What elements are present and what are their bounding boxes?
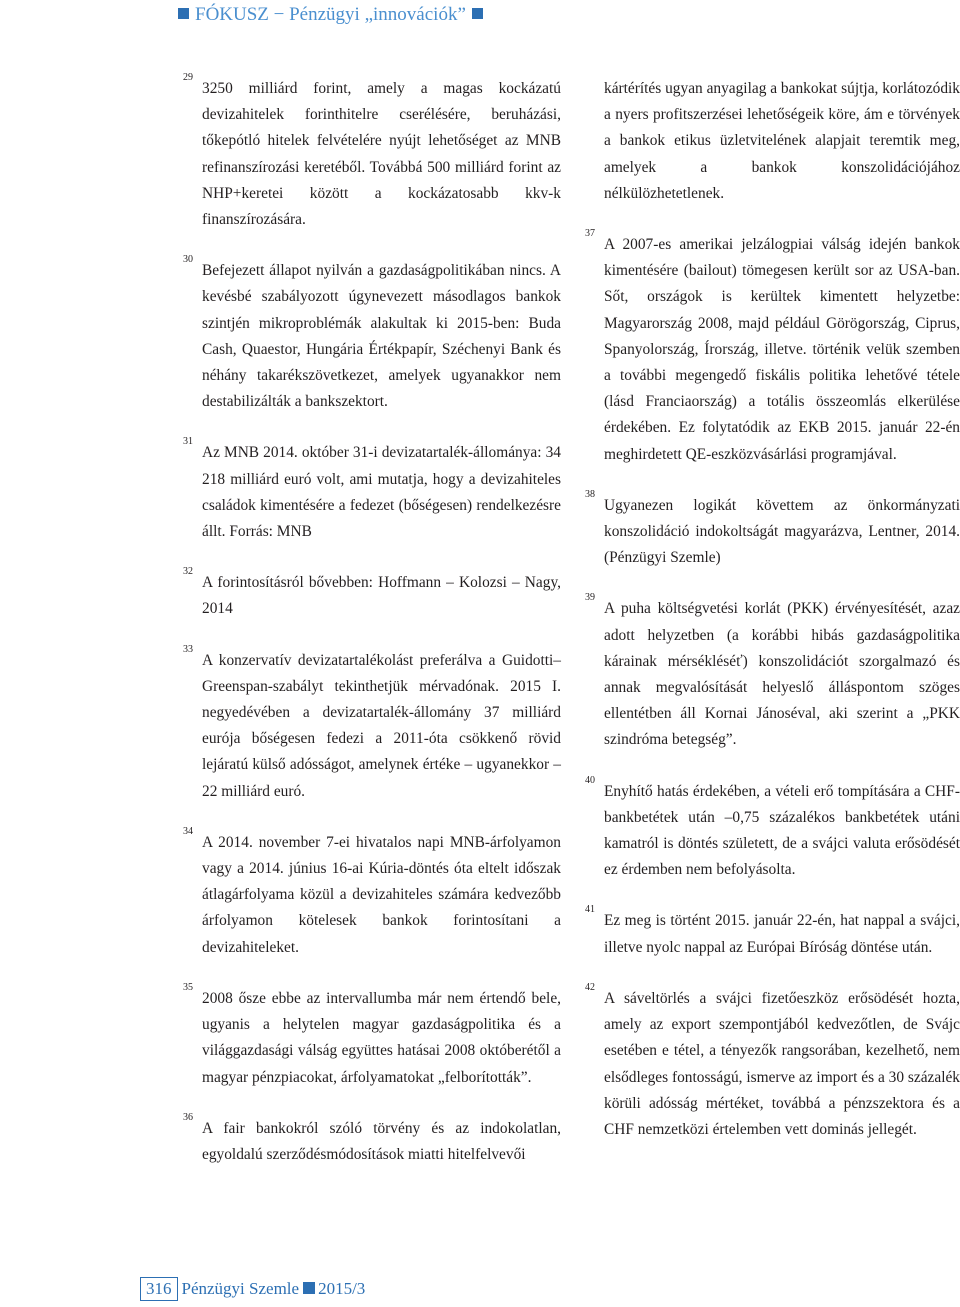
footnote-text: Enyhítő hatás érdekében, a vételi erő tompítására a CHF-bankbetétek után –0,75 százalékos bankbetétek utáni kamatról is döntés született, de a svájci valuta erősödését ez érdemben nem befolyásolta.: [604, 782, 960, 879]
square-bullet-icon: [472, 8, 483, 19]
footnote-text: A fair bankokról szóló törvény és az indokolatlan, egyoldalú szerződésmódosítások miatti hitelfelvevői: [202, 1119, 561, 1163]
footnote-number: 29: [183, 72, 193, 83]
footnote: [178, 643, 561, 805]
footnote-text: Befejezett állapot nyilván a gazdaságpolitikában nincs. A kevésbé szabályozott úgynevezett másodlagos bankok szintjén mikroproblémák alakultak ki 2015-ben: Buda Cash, Quaestor, Hungária Értékpapír, Széchenyi Bank és néhány takarékszövetkezet, amelyek ugyanakkor nem destabilizálták a bankszektort.: [202, 262, 561, 411]
footnote: [580, 981, 960, 1143]
footnote-text: A sáveltörlés a svájci fizetőeszköz erősödését hozta, amely az export szempontjából kedvezőtlen, de Svájc esetében e tétel, a tényezők rangsorában, kezelhető, nem elsődleges fontosságú, ismerve az import és a 30 százalék körüli adósság mértéket, továbbá a pénzszektora és a CHF nemzetközi értelemben vett dominás jellegét.: [604, 989, 960, 1138]
footnote-text: Az MNB 2014. október 31-i devizatartalék-állománya: 34 218 milliárd euró volt, ami mutatja, hogy a devizahiteles családok kimentésére a fedezet (bőségesen) rendelkezésre állt. Forrás: MNB: [202, 444, 561, 541]
footnote-number: 38: [585, 488, 595, 500]
footnote-text: A puha költségvetési korlát (PKK) érvényesítését, azaz adott helyzetben (a korábbi hibás gazdaságpolitika kárainak mérsékléséť) konszolidációt szorgalmazó és annak megvalósítását helyeslő álláspontom szöges ellentétben áll Kornai Jánoséval, aki szerint a „PKK szindróma betegség”.: [604, 600, 960, 749]
footnotes-right-column: [580, 76, 960, 1168]
footnote-text: A forintosításról bővebben: Hoffmann – Kolozsi – Nagy, 2014: [202, 574, 561, 618]
footnote-text: A 2007-es amerikai jelzálogpiai válság idején bankok kimentésére (bailout) tömegesen került sor az USA-ban. Sőt, országok is kerültek kimentett helyzetbe: Magyarország 2008, majd például Görögország, Ciprus, Spanyolország, Írország, illetve. történik velük szemben a további megengedő fiskális politika lehetővé tétele (lásd Franciaország) a totális összeomlás elkerülése érdekében. Ez folytatódik az EKB 2015. január 22-én meghirdetett QE-eszközvásárlási programjával.: [604, 236, 960, 463]
header-title: FÓKUSZ − Pénzügyi „innovációk”: [195, 4, 466, 25]
footnote: [580, 774, 960, 884]
footnote-text: kártérítés ugyan anyagilag a bankokat sújtja, korlátozódik a nyers profitszerzései lehetőségeik köre, ám e törvények a bankok etikus üzletvitelének alapjait teremtik meg, amelyek a bankok konszolidációjához nélkülözhetetlenek.: [604, 80, 960, 202]
square-bullet-icon: [178, 8, 189, 19]
footnote-text: Ez meg is történt 2015. január 22-én, hat nappal a svájci, illetve nyolc nappal az Európai Bíróság döntése után.: [604, 912, 960, 956]
footnote-number: 35: [183, 981, 193, 993]
footnote-text: A konzervatív devizatartalékolást preferálva a Guidotti–Greenspan-szabályt tekinthetjük mérvadónak. 2015 I. negyedévében a devizatartalék-állomány 37 milliárd eurója bőségesen fedezi a 2011-óta csökkenő rövid lejáratú külső adósságot, amelynek értéke – ugyanekkor – 22 milliárd euró.: [202, 651, 561, 800]
footnote: [178, 254, 561, 415]
footnote: [178, 436, 561, 545]
footnote-text: 3250 milliárd forint, amely a magas kockázatú devizahitelek forinthitelre cserélésére, beruházási, tőkepótló hitelek felvételére nyújt lehetőséget az MNB refinanszírozási keretéből. Továbbá 500 milliárd forint az NHP+keretei között a kockázatosabb kkv-k finanszírozására.: [202, 80, 561, 229]
running-header: [178, 4, 483, 26]
footnote-number: 32: [183, 566, 193, 578]
footnote: [580, 488, 960, 572]
footnote-number: 42: [585, 981, 595, 993]
footnote-number: 36: [183, 1111, 193, 1123]
footnote-number: 37: [585, 228, 595, 240]
footnote-number: 30: [183, 254, 193, 266]
issue-number: 2015/3: [318, 1279, 366, 1298]
page-footer: [140, 1277, 365, 1301]
footnote: [580, 592, 960, 753]
footnote-number: 40: [585, 774, 595, 786]
footnote-number: 31: [183, 436, 193, 448]
journal-name: Pénzügyi Szemle: [181, 1279, 300, 1298]
footnote: [178, 566, 561, 622]
footnote-continuation: [580, 76, 960, 207]
square-bullet-icon: [303, 1282, 315, 1294]
footnote: [178, 1111, 561, 1168]
footnote: [580, 228, 960, 468]
footnote: [178, 825, 561, 961]
footnote: [178, 981, 561, 1091]
page-number: 316: [140, 1277, 178, 1301]
footnote-number: 41: [585, 904, 595, 916]
footnote-text: A 2014. november 7-ei hivatalos napi MNB-árfolyamon vagy a 2014. június 16-ai Kúria-döntés óta eltelt időszak átlagárfolyama közül a devizahiteles számára kedvezőbb árfolyamon kötelesek bankok forintosítani a devizahiteleket.: [202, 833, 561, 956]
footnote: [580, 904, 960, 960]
footnote-text: Ugyanezen logikát követtem az önkormányzati konszolidáció indokoltságát magyarázva, Lentner, 2014. (Pénzügyi Szemle): [604, 496, 960, 567]
footnote-text: 2008 ősze ebbe az intervallumba már nem értendő bele, ugyanis a helytelen magyar gazdaságpolitika és a világgazdasági válság együttes hatásai 2008 októberétől a magyar pénzpiacokat, árfolyamatokat „felborították”.: [202, 989, 561, 1086]
footnote-number: 34: [183, 825, 193, 837]
footnote: [178, 72, 561, 233]
footnotes-left-column: [178, 72, 561, 1193]
footnote-number: 33: [183, 643, 193, 655]
footnote-number: 39: [585, 592, 595, 604]
